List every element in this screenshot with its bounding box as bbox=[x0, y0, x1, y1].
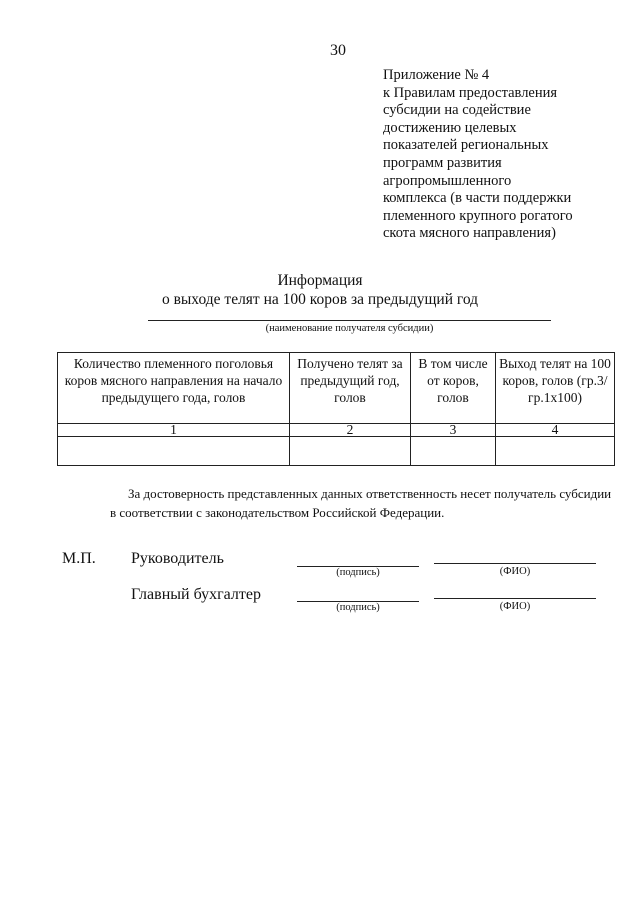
name-line bbox=[434, 598, 596, 599]
calves-output-table bbox=[57, 352, 615, 466]
page-number: 30 bbox=[330, 42, 346, 59]
column-number: 4 bbox=[496, 424, 615, 437]
recipient-name-line bbox=[148, 320, 551, 321]
table-header-cell: Количество племенного поголовья коров мясного направления на начало предыдущего года, голов bbox=[58, 353, 290, 424]
appendix-line: программ развития bbox=[383, 154, 502, 171]
document-title: Информация bbox=[277, 272, 363, 289]
appendix-line: племенного крупного рогатого bbox=[383, 207, 573, 224]
signature-caption: (подпись) bbox=[336, 567, 380, 578]
appendix-line: комплекса (в части поддержки bbox=[383, 190, 572, 207]
note-line: в соответствии с законодательством Российской Федерации. bbox=[110, 505, 445, 520]
signatory-role: Главный бухгалтер bbox=[131, 586, 261, 603]
table-header-cell: В том числе от коров, голов bbox=[411, 353, 496, 424]
column-number: 3 bbox=[411, 424, 496, 437]
appendix-line: к Правилам предоставления bbox=[383, 84, 558, 101]
appendix-line: достижению целевых bbox=[383, 119, 517, 136]
table-column-numbers-row bbox=[58, 424, 615, 437]
column-number: 1 bbox=[58, 424, 290, 437]
table-cell bbox=[496, 437, 615, 466]
appendix-line: агропромышленного bbox=[383, 172, 512, 189]
table-data-row bbox=[58, 437, 615, 466]
table-cell bbox=[58, 437, 290, 466]
appendix-header bbox=[383, 67, 633, 243]
name-caption: (ФИО) bbox=[499, 566, 531, 577]
table-cell bbox=[290, 437, 411, 466]
recipient-caption: (наименование получателя субсидии) bbox=[265, 323, 434, 334]
document-subtitle: о выходе телят на 100 коров за предыдущий год bbox=[161, 291, 479, 308]
name-line bbox=[434, 563, 596, 564]
column-number: 2 bbox=[290, 424, 411, 437]
appendix-line: скота мясного направления) bbox=[383, 225, 556, 242]
responsibility-note bbox=[58, 484, 618, 522]
appendix-line: показателей региональных bbox=[383, 137, 549, 154]
seal-placeholder: М.П. bbox=[62, 550, 96, 567]
table-cell bbox=[411, 437, 496, 466]
appendix-line: Приложение № 4 bbox=[383, 67, 490, 83]
table-header-cell: Выход телят на 100 коров, голов (гр.3/гр.1х100) bbox=[496, 353, 615, 424]
name-caption: (ФИО) bbox=[499, 601, 531, 612]
note-line: За достоверность представленных данных ответственность несет получатель субсидии bbox=[128, 486, 612, 501]
table-header-row bbox=[58, 353, 615, 424]
signatory-role: Руководитель bbox=[131, 550, 224, 567]
appendix-line: субсидии на содействие bbox=[383, 102, 531, 119]
signature-caption: (подпись) bbox=[336, 602, 380, 613]
table-header-cell: Получено телят за предыдущий год, голов bbox=[290, 353, 411, 424]
